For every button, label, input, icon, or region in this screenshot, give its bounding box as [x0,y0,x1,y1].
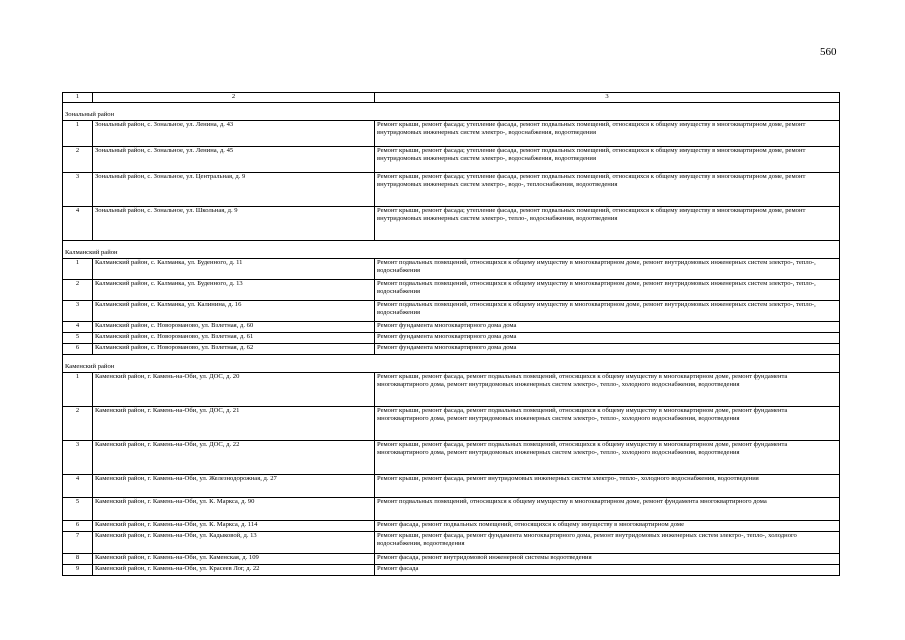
row-address: Каменский район, г. Камень-на-Оби, ул. К. Маркса, д. 90 [93,497,375,520]
row-address: Каменский район, г. Камень-на-Оби, ул. Красеев Лог, д. 22 [93,564,375,575]
section-title: Каменский район [63,363,840,373]
row-address: Каменский район, г. Камень-на-Оби, ул. ДОС, д. 22 [93,440,375,474]
row-number: 6 [63,520,93,531]
row-address: Каменский район, г. Камень-на-Оби, ул. Железнодорожная, д. 27 [93,474,375,497]
section-spacer [63,240,840,249]
spacer-cell [63,102,840,111]
row-address: Калманский район, с. Новороманово, ул. Взлетная, д. 62 [93,343,375,354]
table-row [63,564,840,575]
section-title-row [63,363,840,373]
table-row [63,520,840,531]
row-address: Калманский район, с. Калманка, ул. Калинина, д. 16 [93,300,375,321]
section-spacer [63,102,840,111]
row-number: 3 [63,300,93,321]
table-row [63,120,840,146]
row-address: Каменский район, г. Камень-на-Оби, ул. ДОС, д. 21 [93,406,375,440]
row-address: Калманский район, с. Новороманово, ул. Взлетная, д. 60 [93,321,375,332]
table-row [63,332,840,343]
table-row [63,553,840,564]
table-row [63,440,840,474]
section-spacer [63,354,840,363]
row-works: Ремонт крыши, ремонт фасада, ремонт внутридомовых инженерных систем электро-, тепло-, холодного водоснабжения, водоотведения [375,474,840,497]
row-works: Ремонт фундамента многоквартирного дома дома [375,321,840,332]
table-row [63,300,840,321]
table-row [63,258,840,279]
table-row [63,146,840,172]
header-col-2: 2 [93,93,375,103]
row-works: Ремонт крыши, ремонт фасада; утепление фасада, ремонт подвальных помещений, относящихся к общему имуществу в многоквартирном доме, ремонт внутридомовых инженерных систем электро-, водо-, теплоснабжения, водоотведения [375,172,840,206]
row-works: Ремонт подвальных помещений, относящихся к общему имуществу в многоквартирном доме, ремонт внутридомовых инженерных систем электро-, тепло-, водоснабжения [375,300,840,321]
row-works: Ремонт крыши, ремонт фасада, ремонт подвальных помещений, относящихся к общему имуществу в многоквартирном доме, ремонт фундамента многоквартирного дома, ремонт внутридомовых инженерных систем электро-, тепло-, холодного водоснабжения, водоотведения [375,406,840,440]
row-works: Ремонт фасада, ремонт подвальных помещений, относящихся к общему имуществу в многоквартирном доме [375,520,840,531]
row-works: Ремонт подвальных помещений, относящихся к общему имуществу в многоквартирном доме, ремонт внутридомовых инженерных систем электро-, тепло-, водоснабжения [375,258,840,279]
page-number: 560 [820,46,837,58]
works-table [62,92,840,576]
row-address: Калманский район, с. Новороманово, ул. Взлетная, д. 61 [93,332,375,343]
row-number: 1 [63,258,93,279]
table-row [63,497,840,520]
row-number: 1 [63,372,93,406]
table-row [63,372,840,406]
row-address: Зональный район, с. Зональное, ул. Ленина, д. 45 [93,146,375,172]
row-number: 9 [63,564,93,575]
table-row [63,474,840,497]
row-works: Ремонт крыши, ремонт фасада; утепление фасада, ремонт подвальных помещений, относящихся к общему имуществу в многоквартирном доме, ремонт внутридомовых инженерных систем электро-, тепло-, водоснабжения, водоотведения [375,206,840,240]
row-number: 2 [63,146,93,172]
row-number: 4 [63,474,93,497]
table-row [63,406,840,440]
row-address: Зональный район, с. Зональное, ул. Ленина, д. 43 [93,120,375,146]
section-title: Калманский район [63,249,840,259]
row-address: Калманский район, с. Калманка, ул. Буденного, д. 13 [93,279,375,300]
row-address: Каменский район, г. Камень-на-Оби, ул. К. Маркса, д. 114 [93,520,375,531]
section-title-row [63,249,840,259]
row-works: Ремонт крыши, ремонт фасада, ремонт подвальных помещений, относящихся к общему имуществу в многоквартирном доме, ремонт фундамента многоквартирного дома, ремонт внутридомовых инженерных систем электро-, тепло-, холодного водоснабжения, водоотведения [375,440,840,474]
table-row [63,321,840,332]
spacer-cell [63,354,840,363]
row-works: Ремонт фундамента многоквартирного дома дома [375,332,840,343]
works-table-body [63,93,840,576]
row-address: Каменский район, г. Камень-на-Оби, ул. ДОС, д. 20 [93,372,375,406]
row-works: Ремонт подвальных помещений, относящихся к общему имуществу в многоквартирном доме, ремонт фундамента многоквартирного дома [375,497,840,520]
row-works: Ремонт подвальных помещений, относящихся к общему имуществу в многоквартирном доме, ремонт внутридомовых инженерных систем электро-, тепло-, водоснабжения [375,279,840,300]
row-number: 2 [63,406,93,440]
table-header-row [63,93,840,103]
header-col-3: 3 [375,93,840,103]
row-number: 1 [63,120,93,146]
row-works: Ремонт крыши, ремонт фасада; утепление фасада, ремонт подвальных помещений, относящихся к общему имуществу в многоквартирном доме, ремонт внутридомовых инженерных систем электро-, водоснабжения, водоотведения [375,120,840,146]
row-number: 3 [63,440,93,474]
row-address: Каменский район, г. Камень-на-Оби, ул. Кадыковой, д. 13 [93,531,375,553]
table-row [63,279,840,300]
row-works: Ремонт фасада, ремонт внутридомовой инженерной системы водоотведения [375,553,840,564]
row-number: 5 [63,332,93,343]
row-address: Калманский район, с. Калманка, ул. Буденного, д. 11 [93,258,375,279]
row-address: Зональный район, с. Зональное, ул. Центральная, д. 9 [93,172,375,206]
row-number: 4 [63,206,93,240]
table-row [63,172,840,206]
row-number: 4 [63,321,93,332]
row-number: 8 [63,553,93,564]
row-works: Ремонт крыши, ремонт фасада, ремонт подвальных помещений, относящихся к общему имуществу в многоквартирном доме, ремонт фундамента многоквартирного дома, ремонт внутридомовых инженерных систем электро-, тепло-, холодного водоснабжения, водоотведения [375,372,840,406]
row-number: 5 [63,497,93,520]
row-address: Зональный район, с. Зональное, ул. Школьная, д. 9 [93,206,375,240]
header-col-1: 1 [63,93,93,103]
row-address: Каменский район, г. Камень-на-Оби, ул. Каменская, д. 109 [93,553,375,564]
section-title-row [63,111,840,121]
row-number: 3 [63,172,93,206]
section-title: Зональный район [63,111,840,121]
table-row [63,343,840,354]
spacer-cell [63,240,840,249]
row-works: Ремонт фасада [375,564,840,575]
row-works: Ремонт фундамента многоквартирного дома дома [375,343,840,354]
table-row [63,531,840,553]
row-works: Ремонт крыши, ремонт фасада; утепление фасада, ремонт подвальных помещений, относящихся к общему имуществу в многоквартирном доме, ремонт внутридомовых инженерных систем электро-, водоснабжения, водоотведения [375,146,840,172]
row-number: 6 [63,343,93,354]
row-number: 2 [63,279,93,300]
table-row [63,206,840,240]
row-works: Ремонт крыши, ремонт фасада, ремонт фундамента многоквартирного дома, ремонт внутридомовых инженерных систем электро-, тепло-, холодного водоснабжения, водоотведения [375,531,840,553]
row-number: 7 [63,531,93,553]
